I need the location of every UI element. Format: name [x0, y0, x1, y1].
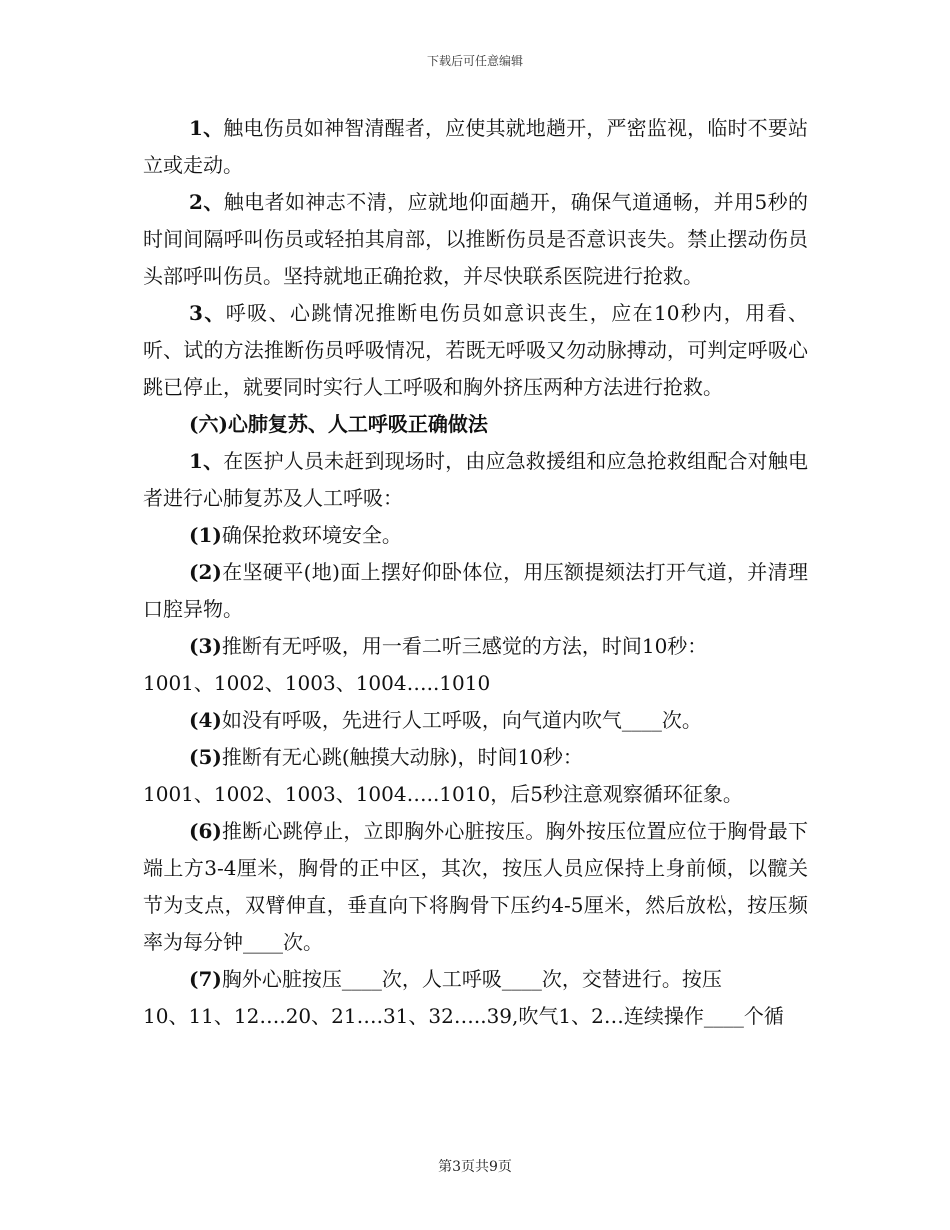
section-heading: (六)心肺复苏、人工呼吸正确做法: [189, 412, 488, 436]
paragraph-2: [143, 184, 808, 295]
step-text: 推断心跳停止，立即胸外心脏按压。胸外按压位置应位于胸骨最下端上方3-4厘米，胸骨的正中区，其次，按压人员应保持上身前倾，以髋关节为支点，双臂伸直，垂直向下将胸骨下压约4-5厘米，然后放松，按压频率为每分钟____次。: [143, 819, 808, 954]
step-5: [143, 739, 808, 776]
step-text: 确保抢救环境安全。: [221, 523, 402, 547]
step-7-continuation: 10、11、12….20、21….31、32…..39,吹气1、2…连续操作____个循: [143, 1004, 784, 1028]
step-7: [143, 961, 808, 998]
paragraph-number: 1、: [189, 449, 224, 473]
paragraph-text: 呼吸、心跳情况推断电伤员如意识丧生，应在10秒内，用看、听、试的方法推断伤员呼吸情况，若既无呼吸又勿动脉搏动，可判定呼吸心跳已停止，就要同时实行人工呼吸和胸外挤压两种方法进行抢救。: [143, 301, 808, 399]
paragraph-number: 1、: [189, 116, 224, 140]
page-header: 下载后可任意编辑: [426, 54, 523, 68]
step-6: [143, 813, 808, 961]
step-number: (5): [189, 745, 222, 769]
step-number: (3): [189, 634, 222, 658]
document-body: [143, 110, 808, 1035]
step-text: 推断有无呼吸，用一看二听三感觉的方法，时间10秒：: [221, 634, 708, 658]
step-3: [143, 628, 808, 665]
step-number: (7): [189, 967, 222, 991]
step-number: (6): [189, 819, 222, 843]
step-text: 推断有无心跳(触摸大动脉)，时间10秒：: [221, 745, 583, 769]
step-3-continuation: 1001、1002、1003、1004…..1010: [143, 671, 491, 695]
paragraph-text: 触电伤员如神智清醒者，应使其就地趟开，严密监视，临时不要站立或走动。: [143, 116, 809, 177]
step-2: [143, 554, 808, 628]
step-5-continuation: 1001、1002、1003、1004…..1010，后5秒注意观察循环征象。: [143, 782, 743, 806]
paragraph-3: [143, 295, 808, 406]
paragraph-text: 触电者如神志不清，应就地仰面趟开，确保气道通畅，并用5秒的时间间隔呼叫伤员或轻拍其肩部，以推断伤员是否意识丧失。禁止摆动伤员头部呼叫伤员。坚持就地正确抢救，并尽快联系医院进行抢救。: [143, 190, 808, 288]
step-number: (1): [189, 523, 222, 547]
step-text: 如没有呼吸，先进行人工呼吸，向气道内吹气____次。: [221, 708, 702, 732]
step-number: (2): [189, 560, 222, 584]
page-footer: 第3页共9页: [438, 1159, 512, 1175]
paragraph-text: 在医护人员未赶到现场时，由应急救援组和应急抢救组配合对触电者进行心肺复苏及人工呼吸：: [143, 449, 809, 510]
step-text: 在坚硬平(地)面上摆好仰卧体位，用压额提颏法打开气道，并清理口腔异物。: [143, 560, 808, 621]
step-number: (4): [189, 708, 222, 732]
step-1: [143, 517, 808, 554]
paragraph-number: 3、: [189, 301, 226, 325]
step-4: [143, 702, 808, 739]
step-text: 胸外心脏按压____次，人工呼吸____次，交替进行。按压: [221, 967, 722, 991]
paragraph-number: 2、: [189, 190, 224, 214]
paragraph-4: [143, 443, 808, 517]
paragraph-1: [143, 110, 808, 184]
